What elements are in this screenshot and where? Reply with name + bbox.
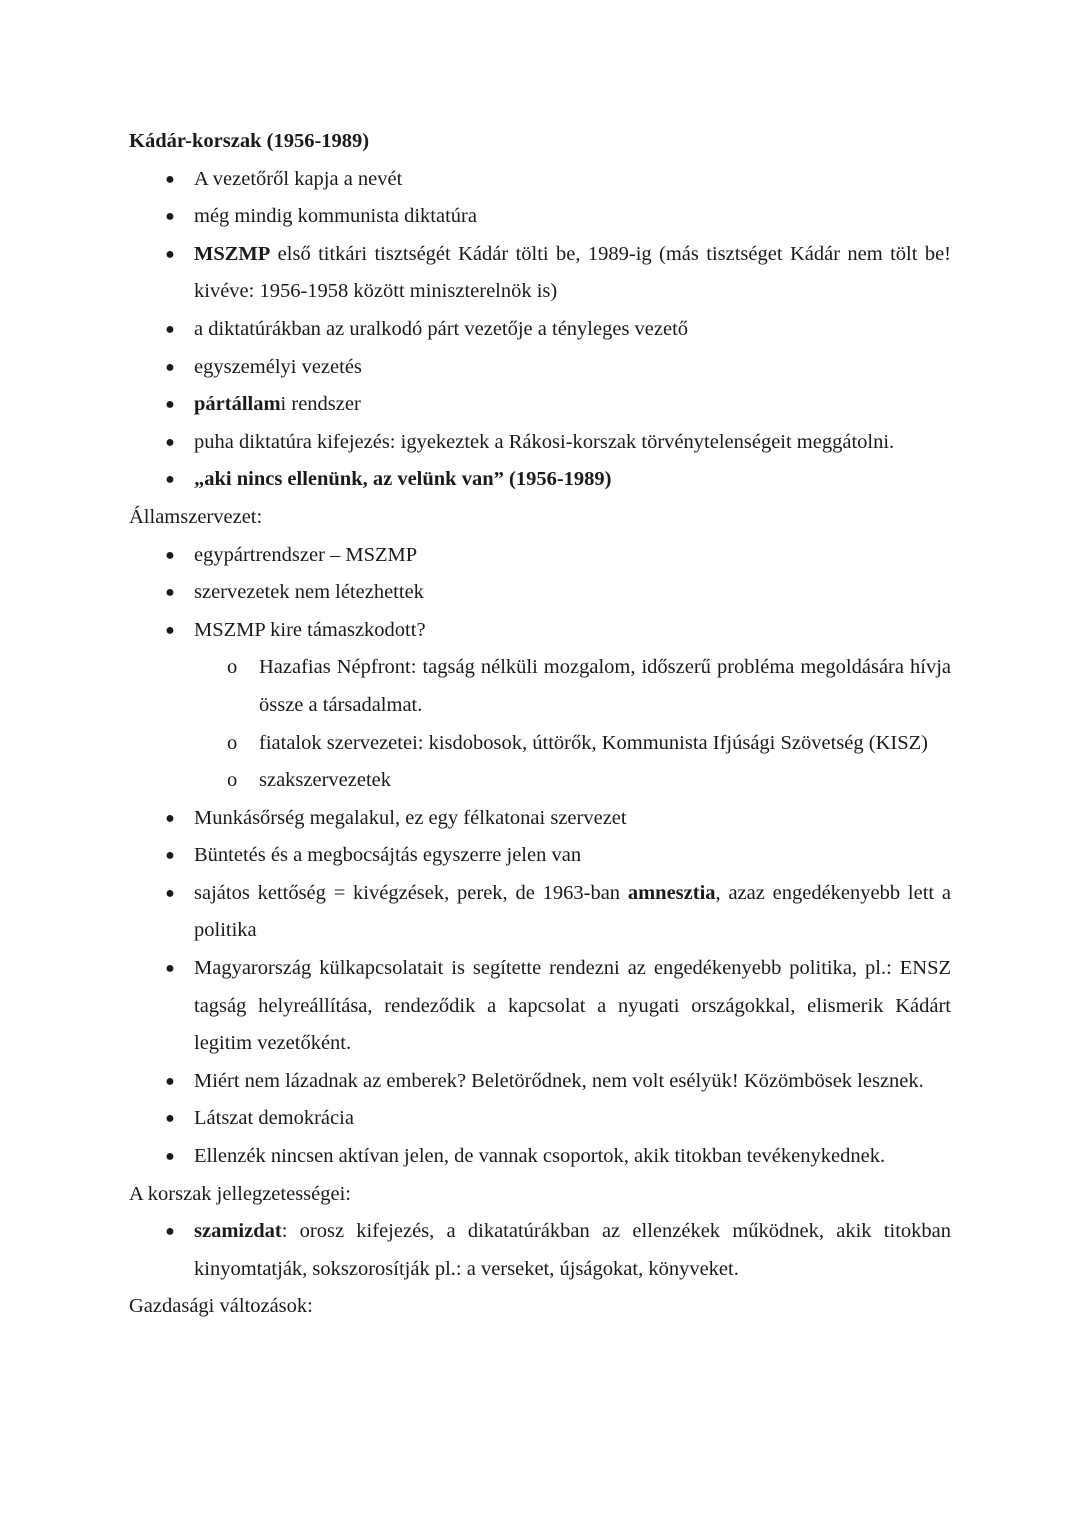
bullet-icon: ● [165, 847, 175, 865]
nested-list [194, 649, 951, 799]
list-item-bold-text: amnesztia [627, 881, 716, 904]
nested-list-item-text: Hazafias Népfront: tagság nélküli mozgalom, időszerű probléma megoldására hívja össze a társadalmat. [259, 656, 951, 716]
intro-bullet-list [129, 161, 951, 499]
bullet-icon: ● [165, 809, 175, 827]
document-page [129, 123, 951, 1326]
document-title: Kádár-korszak (1956-1989) [129, 130, 370, 152]
list-item-text: MSZMP kire támaszkodott? [194, 618, 426, 641]
bullet-icon: ● [165, 208, 175, 226]
circle-bullet-icon: o [227, 769, 238, 792]
list-item-text: még mindig kommunista diktatúra [194, 205, 477, 228]
list-item [165, 198, 951, 236]
bullet-icon: ● [165, 1223, 175, 1241]
list-item [165, 1213, 951, 1288]
section-heading-jellegzetessegek: A korszak jellegzetességei: [129, 1182, 351, 1205]
list-item [165, 800, 951, 838]
list-item [165, 349, 951, 387]
bullet-icon: ● [165, 1110, 175, 1128]
bullet-icon: ● [165, 584, 175, 602]
list-item-bold-text: pártállam [194, 393, 281, 416]
list-item-bold-text: MSZMP [194, 242, 271, 265]
list-item-text: első titkári tisztségét Kádár tölti be, 1989-ig (más tisztséget Kádár nem tölt be! kivéve: 1956-1958 között miniszterelnök is) [194, 242, 951, 303]
list-item-text: Ellenzék nincsen aktívan jelen, de vannak csoportok, akik titokban tevékenykednek. [194, 1145, 886, 1168]
list-item [165, 574, 951, 612]
list-item-text: : orosz kifejezés, a dikatatúrákban az ellenzékek működnek, akik titokban kinyomtatják, sokszorosítják pl.: a verseket, újságokat, könyveket. [194, 1220, 951, 1280]
list-item [165, 161, 951, 199]
nested-list-item [227, 725, 951, 763]
list-item [165, 875, 951, 950]
section-heading-allamszervezet: Államszervezet: [129, 505, 263, 528]
bullet-icon: ● [165, 960, 175, 978]
bullet-icon: ● [165, 433, 175, 451]
bullet-icon: ● [165, 245, 175, 263]
list-item-text: puha diktatúra kifejezés: igyekeztek a Rákosi-korszak törvénytelenségeit meggátolni. [194, 430, 895, 453]
nested-list-item [227, 649, 951, 724]
list-item [165, 1138, 951, 1176]
bullet-icon: ● [165, 471, 175, 489]
allamszervezet-bullet-list-a [129, 537, 951, 800]
list-item [165, 311, 951, 349]
list-item-text: sajátos kettőség = kivégzések, perek, de 1963-ban [194, 881, 628, 904]
list-item-bold-text: szamizdat [194, 1220, 282, 1243]
bullet-icon: ● [165, 358, 175, 376]
list-item-text: , azaz engedékenyebb lett a politika [194, 881, 951, 942]
bullet-icon: ● [165, 1072, 175, 1090]
bullet-icon: ● [165, 1148, 175, 1166]
bullet-icon: ● [165, 320, 175, 338]
list-item [165, 1063, 951, 1101]
list-item-text: Látszat demokrácia [194, 1107, 354, 1130]
list-item [165, 461, 951, 499]
list-item-bold-text: „aki nincs ellenünk, az velünk van” (1956-1989) [194, 468, 612, 491]
bullet-icon: ● [165, 546, 175, 564]
nested-list-item [227, 762, 951, 800]
allamszervezet-bullet-list-b [129, 800, 951, 1176]
bullet-icon: ● [165, 884, 175, 902]
list-item-text: Büntetés és a megbocsájtás egyszerre jelen van [194, 844, 582, 867]
list-item [165, 612, 951, 800]
list-item-text: szervezetek nem létezhettek [194, 581, 424, 604]
circle-bullet-icon: o [227, 731, 238, 754]
list-item [165, 386, 951, 424]
nested-list-item-text: szakszervezetek [259, 769, 392, 792]
list-item-text: i rendszer [280, 393, 361, 416]
list-item-text: a diktatúrákban az uralkodó párt vezetője a tényleges vezető [194, 317, 689, 340]
nested-list-item-text: fiatalok szervezetei: kisdobosok, úttörők, Kommunista Ifjúsági Szövetség (KISZ) [259, 731, 928, 754]
list-item [165, 950, 951, 1063]
list-item-text: Munkásőrség megalakul, ez egy félkatonai szervezet [194, 806, 627, 829]
bullet-icon: ● [165, 396, 175, 414]
list-item-text: Miért nem lázadnak az emberek? Beletörődnek, nem volt esélyük! Közömbösek lesznek. [194, 1069, 924, 1092]
list-item [165, 837, 951, 875]
bullet-icon: ● [165, 621, 175, 639]
list-item [165, 424, 951, 462]
list-item [165, 236, 951, 311]
list-item [165, 537, 951, 575]
list-item-text: egypártrendszer – MSZMP [194, 543, 418, 566]
list-item-text: A vezetőről kapja a nevét [194, 167, 403, 190]
bullet-icon: ● [165, 170, 175, 188]
list-item [165, 1100, 951, 1138]
jellegzetessegek-bullet-list [129, 1213, 951, 1288]
list-item-text: egyszemélyi vezetés [194, 355, 362, 378]
section-heading-gazdasagi: Gazdasági változások: [129, 1295, 313, 1318]
circle-bullet-icon: o [227, 656, 238, 679]
list-item-text: Magyarország külkapcsolatait is segítette rendezni az engedékenyebb politika, pl.: ENSZ tagság helyreállítása, rendeződik a kapcsolat a nyugati országokkal, elismerik Kádárt legitim vezetőként. [194, 957, 951, 1055]
